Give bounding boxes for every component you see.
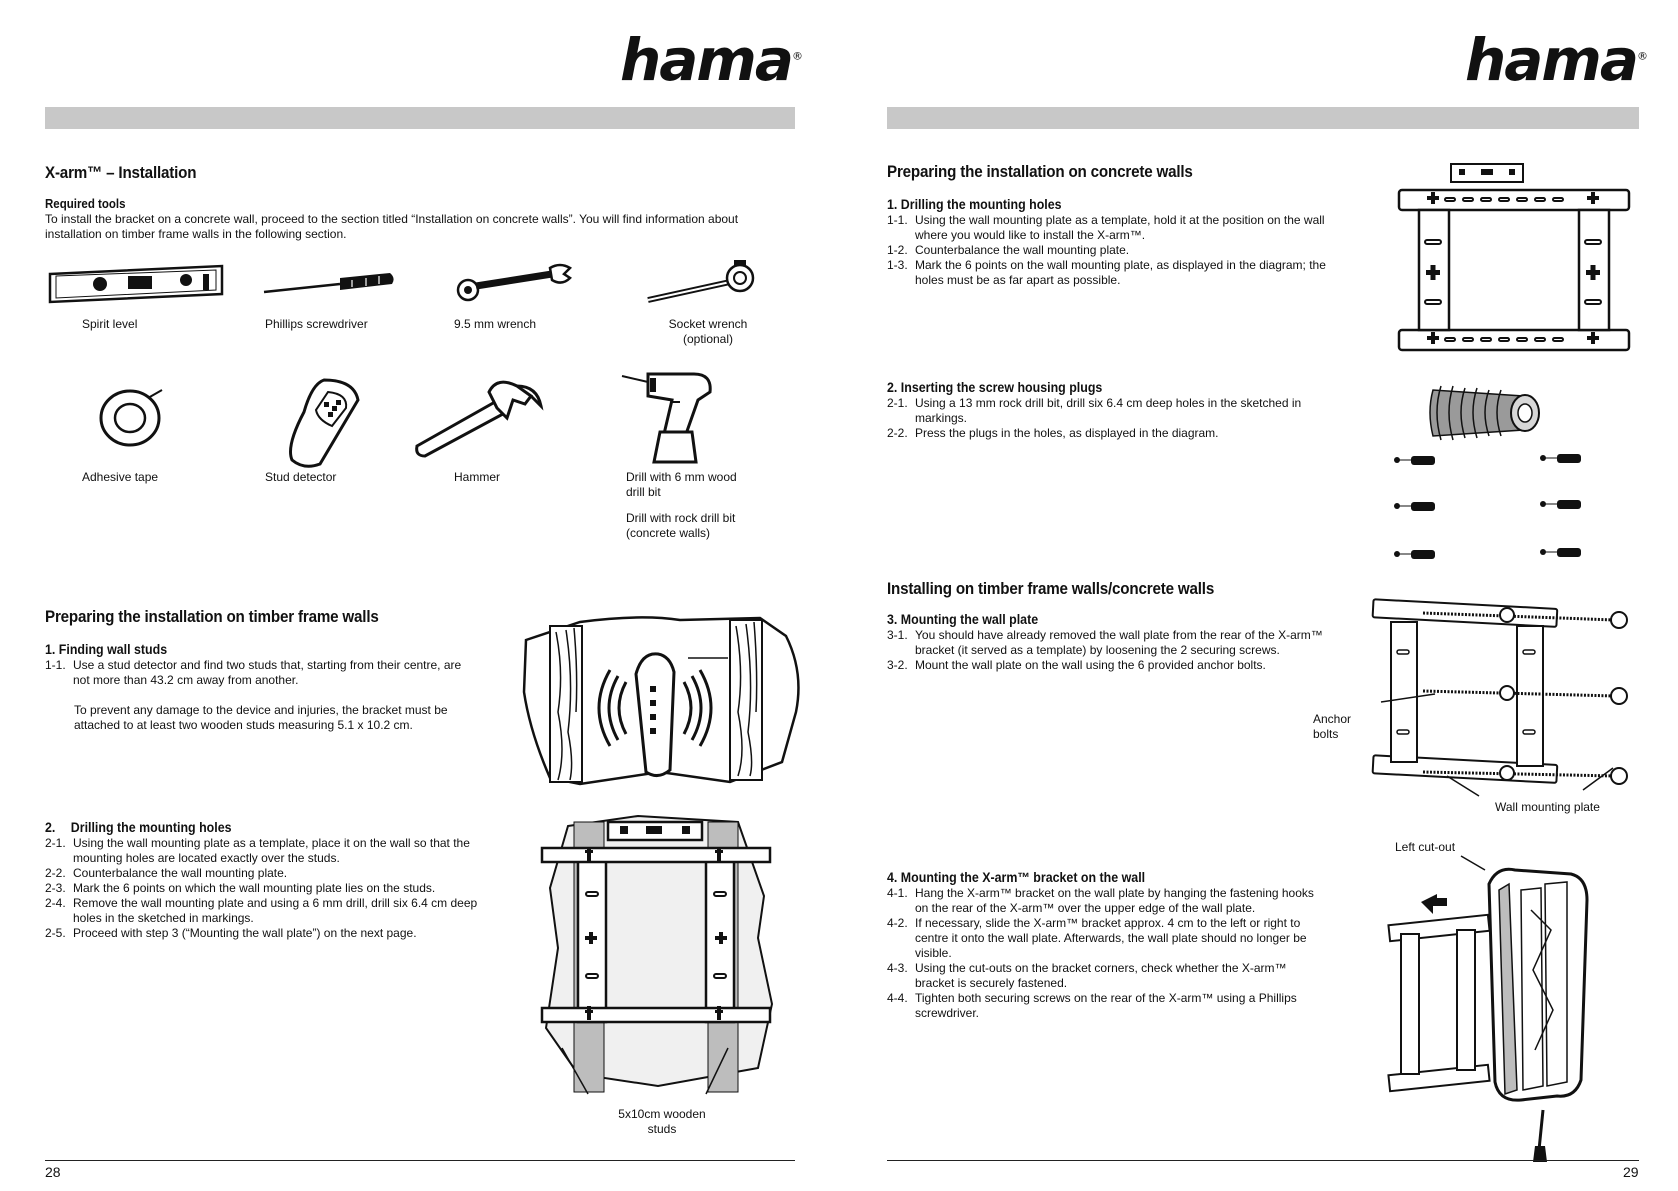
hammer-icon bbox=[413, 372, 545, 460]
step-item: 2-2. Press the plugs in the holes, as displayed in the diagram. bbox=[887, 426, 1219, 440]
wrench-icon bbox=[456, 262, 576, 302]
tool-label-wood-drill: Drill with 6 mm wood drill bit bbox=[626, 470, 737, 499]
header-bar bbox=[887, 107, 1639, 129]
finding-studs-steps bbox=[45, 658, 480, 688]
step-item: 1-2. Counterbalance the wall mounting plate. bbox=[887, 243, 1130, 257]
finding-studs-heading: 1. Finding wall studs bbox=[45, 642, 168, 657]
socket-wrench-icon bbox=[644, 260, 760, 306]
step-item: 4-1. Hang the X-arm™ bracket on the wall plate by hanging the fastening hooks on the rear of the X-arm™ over the upper edge of the wall plate. bbox=[887, 886, 1314, 915]
mount-plate-steps bbox=[887, 628, 1327, 673]
step-item: 2-4. Remove the wall mounting plate and using a 6 mm drill, drill six 6.4 cm deep holes in the sketched in markings. bbox=[45, 896, 478, 925]
tool-label-rock-drill: Drill with rock drill bit (concrete walls) bbox=[626, 511, 736, 540]
tool-label-spirit-level: Spirit level bbox=[82, 317, 138, 331]
finding-studs-note: To prevent any damage to the device and injuries, the bracket must be attached to at least two wooden studs measuring 5.1 x 10.2 cm. bbox=[74, 703, 448, 732]
page-title: X-arm™ – Installation bbox=[45, 164, 197, 182]
timber-section-title: Preparing the installation on timber frame walls bbox=[45, 608, 379, 626]
required-tools-heading: Required tools bbox=[45, 197, 126, 211]
step-item: 2-1. Using the wall mounting plate as a template, place it on the wall so that the mounting holes are located exactly over the studs. bbox=[45, 836, 470, 865]
mount-plate-heading: 3. Mounting the wall plate bbox=[887, 612, 1039, 627]
adhesive-tape-icon bbox=[98, 388, 164, 448]
step-item: 4-2. If necessary, slide the X-arm™ bracket approx. 4 cm to the left or right to centre it onto the wall plate. Afterwards, the wall plate should no longer be visible. bbox=[887, 916, 1307, 960]
mount-bracket-heading: 4. Mounting the X-arm™ bracket on the wall bbox=[887, 870, 1146, 885]
concrete-drilling-heading: 1. Drilling the mounting holes bbox=[887, 197, 1062, 212]
tool-label-phillips-screwdriver: Phillips screwdriver bbox=[265, 317, 368, 331]
step-item: 4-3. Using the cut-outs on the bracket corners, check whether the X-arm™ bracket is securely fastened. bbox=[887, 961, 1287, 990]
concrete-drilling-steps bbox=[887, 213, 1347, 288]
tool-label-adhesive-tape: Adhesive tape bbox=[82, 470, 159, 484]
phillips-screwdriver-icon bbox=[262, 270, 398, 296]
timber-wall-plate-illustration bbox=[538, 808, 778, 1100]
tool-label-stud-detector: Stud detector bbox=[265, 470, 337, 484]
plugs-heading: 2. Inserting the screw housing plugs bbox=[887, 380, 1103, 395]
hama-logo: hama® bbox=[1465, 26, 1649, 94]
page-number: 28 bbox=[45, 1164, 61, 1180]
concrete-wall-plate-illustration bbox=[1395, 160, 1635, 360]
anchor-bolts-illustration bbox=[1363, 600, 1643, 800]
step-item: 1-1. Use a stud detector and find two studs that, starting from their centre, are not more than 43.2 cm away from another. bbox=[45, 658, 462, 687]
drill-icon bbox=[620, 368, 730, 464]
tool-label-hammer: Hammer bbox=[454, 470, 501, 484]
installing-section-title: Installing on timber frame walls/concrete walls bbox=[887, 580, 1215, 598]
concrete-section-title: Preparing the installation on concrete walls bbox=[887, 163, 1193, 181]
header-bar bbox=[45, 107, 795, 129]
required-tools-intro: To install the bracket on a concrete wall, proceed to the section titled “Installation on concrete walls”. You will find information about installation on timber frame walls in the following section. bbox=[45, 212, 739, 241]
hama-logo: hama® bbox=[620, 26, 804, 94]
footer-rule bbox=[45, 1160, 795, 1161]
anchor-bolts-label: Anchor bolts bbox=[1313, 712, 1352, 741]
screw-plug-illustration bbox=[1423, 380, 1543, 446]
step-item: 1-3. Mark the 6 points on the wall mounting plate, as displayed in the diagram; the holes must be as far apart as possible. bbox=[887, 258, 1326, 287]
drilling-heading: 2. Drilling the mounting holes bbox=[45, 820, 232, 835]
mount-bracket-steps bbox=[887, 886, 1317, 1021]
step-item: 3-2. Mount the wall plate on the wall using the 6 provided anchor bolts. bbox=[887, 658, 1266, 672]
bracket-mount-illustration bbox=[1381, 850, 1611, 1162]
right-page bbox=[839, 0, 1678, 1191]
wall-mounting-plate-label: Wall mounting plate bbox=[1495, 800, 1600, 814]
step-item: 3-1. You should have already removed the wall plate from the rear of the X-arm™ bracket (it served as a template) by loosening the 2 securing screws. bbox=[887, 628, 1323, 657]
drilling-steps bbox=[45, 836, 485, 941]
step-item: 2-3. Mark the 6 points on which the wall mounting plate lies on the studs. bbox=[45, 881, 436, 895]
step-item: 2-5. Proceed with step 3 (“Mounting the wall plate”) on the next page. bbox=[45, 926, 417, 940]
page-number: 29 bbox=[1623, 1164, 1639, 1180]
tool-label-wrench: 9.5 mm wrench bbox=[454, 317, 537, 331]
step-item: 1-1. Using the wall mounting plate as a template, hold it at the position on the wall where you would like to install the X-arm™. bbox=[887, 213, 1325, 242]
spirit-level-icon bbox=[48, 264, 224, 310]
plugs-steps bbox=[887, 396, 1307, 441]
stud-detector-icon bbox=[284, 376, 364, 470]
footer-rule bbox=[887, 1160, 1639, 1161]
step-item: 4-4. Tighten both securing screws on the rear of the X-arm™ using a Phillips screwdriver. bbox=[887, 991, 1297, 1020]
left-cutout-label: Left cut-out bbox=[1395, 840, 1456, 854]
stud-finder-wall-illustration bbox=[520, 612, 805, 787]
wooden-studs-label: 5x10cm wooden studs bbox=[618, 1107, 706, 1136]
step-item: 2-1. Using a 13 mm rock drill bit, drill six 6.4 cm deep holes in the sketched in markings. bbox=[887, 396, 1302, 425]
tool-label-socket-wrench: Socket wrench (optional) bbox=[668, 317, 748, 346]
plugs-pattern-illustration bbox=[1393, 448, 1593, 568]
step-item: 2-2. Counterbalance the wall mounting plate. bbox=[45, 866, 288, 880]
